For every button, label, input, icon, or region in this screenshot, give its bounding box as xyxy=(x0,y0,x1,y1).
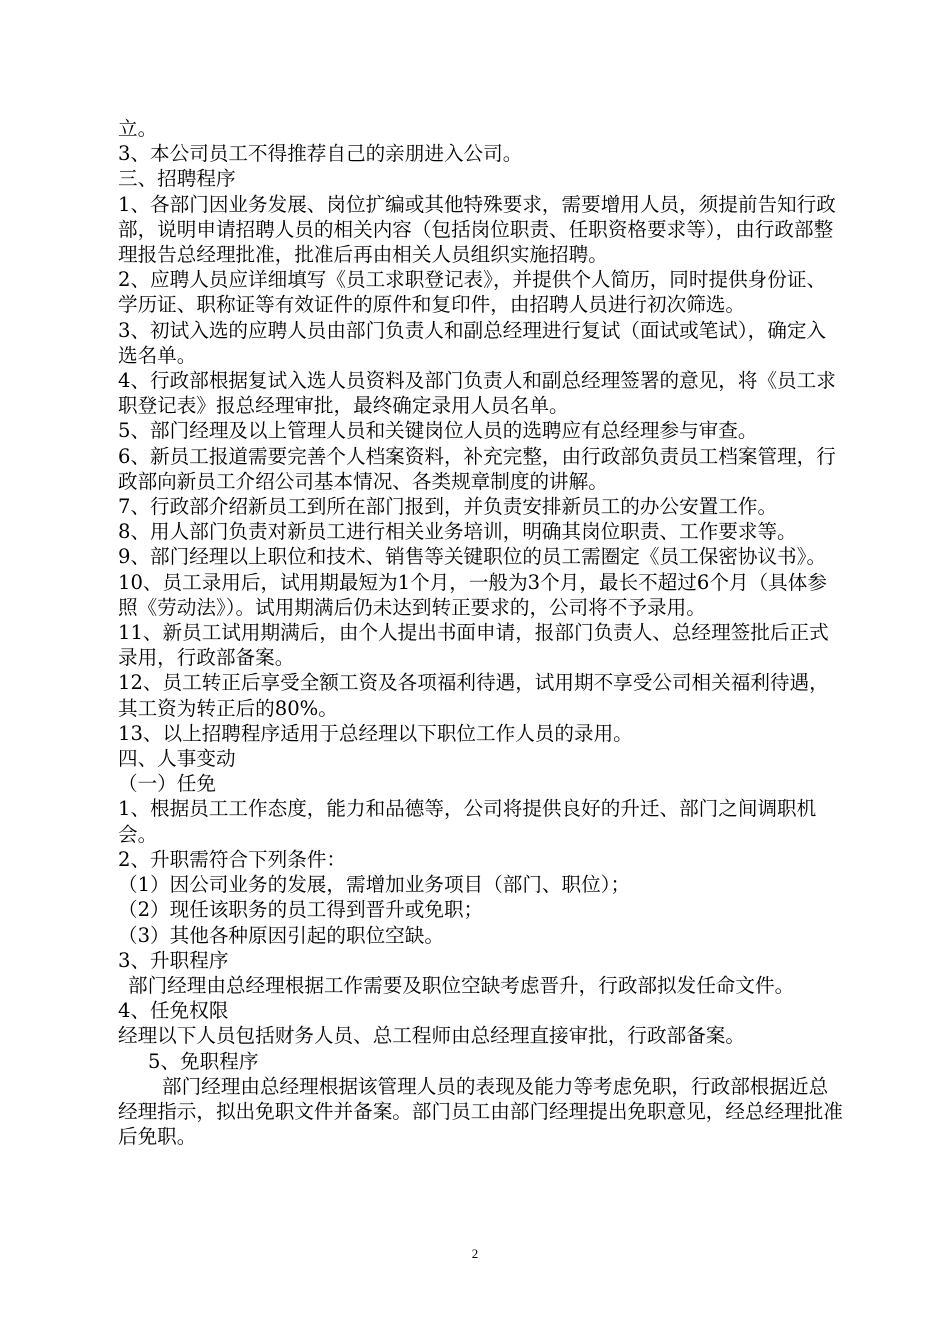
section-heading-recruitment: 三、招聘程序 xyxy=(118,167,236,191)
paragraph-22: （2）现任该职务的员工得到晋升或免职； xyxy=(118,898,484,922)
paragraph-26: 4、任免权限 xyxy=(118,999,229,1023)
paragraph-12: 9、部门经理以上职位和技术、销售等关键职位的员工需圈定《员工保密协议书》。 xyxy=(118,545,827,569)
paragraph-15: 12、员工转正后享受全额工资及各项福利待遇，试用期不享受公司相关福利待遇，其工资为转正后的80%。 xyxy=(118,671,829,720)
page-content xyxy=(118,116,844,1149)
paragraph-29: 部门经理由总经理根据该管理人员的表现及能力等考虑免职，行政部根据近总经理指示，拟出免职文件并备案。部门员工由部门经理提出免职意见，经总经理批准后免职。 xyxy=(118,1074,843,1149)
section-heading-personnel-change: 四、人事变动 xyxy=(118,747,236,771)
subsection-heading-appointment: （一）任免 xyxy=(118,772,216,796)
paragraph-6: 3、初试入选的应聘人员由部门负责人和副总经理进行复试（面试或笔试），确定入选名单。 xyxy=(118,318,827,367)
paragraph-19: 1、根据员工工作态度，能力和品德等，公司将提供良好的升迁、部门之间调职机会。 xyxy=(118,797,817,846)
paragraph-7: 4、行政部根据复试入选人员资料及部门负责人和副总经理签署的意见，将《员工求职登记表》报总经理审批，最终确定录用人员名单。 xyxy=(118,369,836,418)
paragraph-1: 立。 xyxy=(118,117,158,140)
paragraph-20: 2、升职需符合下列条件： xyxy=(118,847,346,871)
paragraph-9: 6、新员工报道需要完善个人档案资料，补充完整，由行政部负责员工档案管理，行政部向新员工介绍公司基本情况、各类规章制度的讲解。 xyxy=(118,444,836,493)
paragraph-24: 3、升职程序 xyxy=(118,948,229,972)
paragraph-28: 5、免职程序 xyxy=(148,1049,259,1073)
paragraph-21: （1）因公司业务的发展，需增加业务项目（部门、职位）； xyxy=(118,873,631,897)
page-number: 2 xyxy=(471,1246,479,1261)
paragraph-2: 3、本公司员工不得推荐自己的亲朋进入公司。 xyxy=(118,142,523,166)
paragraph-4: 1、各部门因业务发展、岗位扩编或其他特殊要求，需要增用人员，须提前告知行政部，说明申请招聘人员的相关内容（包括岗位职责、任职资格要求等），由行政部整理报告总经理批准，批准后再由相关人员组织实施招聘。 xyxy=(118,192,836,267)
paragraph-14: 11、新员工试用期满后，由个人提出书面申请，报部门负责人、总经理签批后正式录用，行政部备案。 xyxy=(118,621,829,670)
paragraph-10: 7、行政部介绍新员工到所在部门报到，并负责安排新员工的办公安置工作。 xyxy=(118,495,778,519)
paragraph-16: 13、以上招聘程序适用于总经理以下职位工作人员的录用。 xyxy=(118,721,633,745)
paragraph-13: 10、员工录用后，试用期最短为1个月，一般为3个月，最长不超过6个月（具体参照《劳动法》）。试用期满后仍未达到转正要求的，公司将不予录用。 xyxy=(118,570,827,619)
paragraph-11: 8、用人部门负责对新员工进行相关业务培训，明确其岗位职责、工作要求等。 xyxy=(118,520,797,544)
paragraph-27: 经理以下人员包括财务人员、总工程师由总经理直接审批，行政部备案。 xyxy=(118,1024,745,1048)
paragraph-8: 5、部门经理及以上管理人员和关键岗位人员的选聘应有总经理参与审查。 xyxy=(118,419,758,443)
paragraph-5: 2、应聘人员应详细填写《员工求职登记表》，并提供个人简历，同时提供身份证、学历证、职称证等有效证件的原件和复印件，由招聘人员进行初次筛选。 xyxy=(118,268,827,317)
paragraph-23: （3）其他各种原因引起的职位空缺。 xyxy=(118,923,444,947)
paragraph-25: 部门经理由总经理根据工作需要及职位空缺考虑晋升，行政部拟发任命文件。 xyxy=(128,973,795,997)
